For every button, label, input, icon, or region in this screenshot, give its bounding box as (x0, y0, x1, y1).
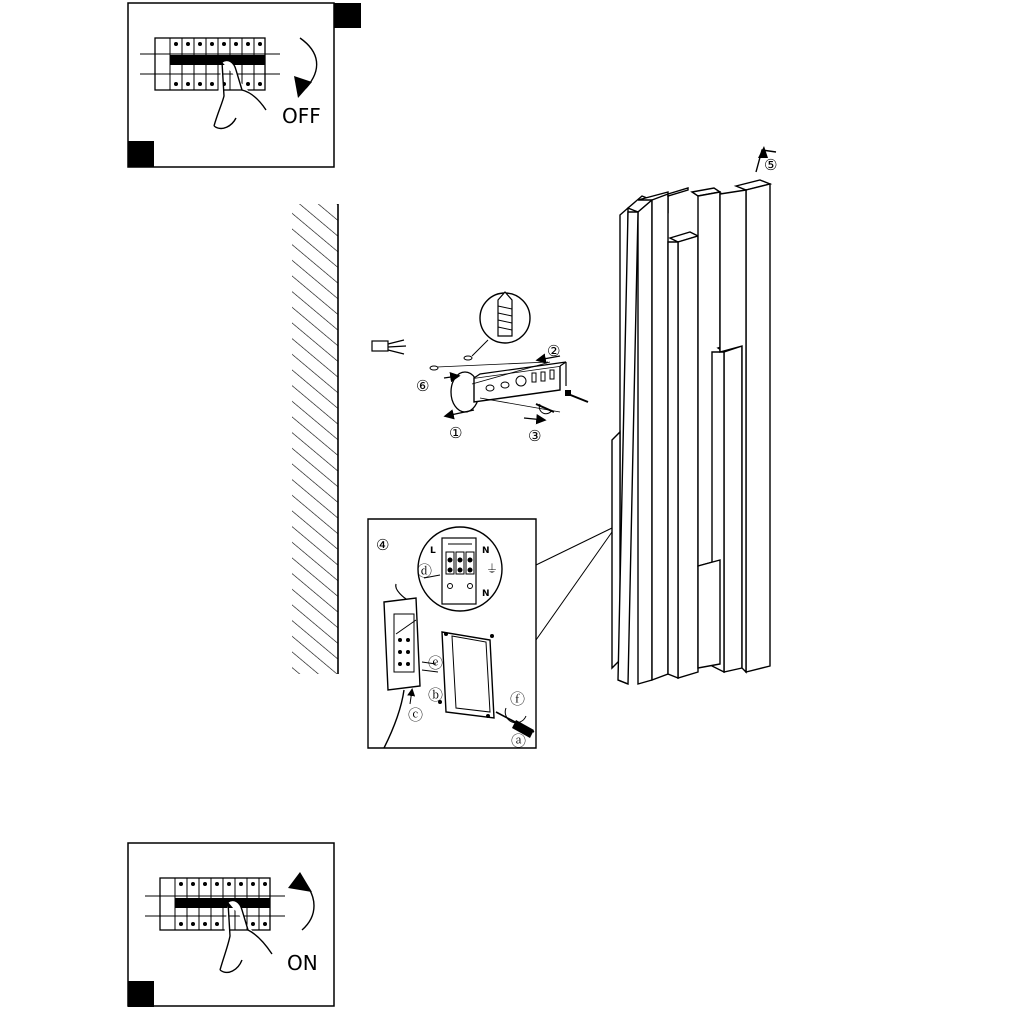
step-1-label: ① (449, 424, 463, 442)
breaker-switch-icon (145, 878, 285, 930)
off-breaker-panel (128, 3, 361, 167)
earth-terminal-label: ⏚ (486, 562, 499, 576)
part-a-label: ⓐ (511, 732, 527, 750)
part-e-label: ⓔ (428, 654, 444, 672)
step-3-label: ③ (528, 427, 542, 445)
wall-plug-icon (472, 292, 530, 356)
part-d-label: ⓓ (417, 562, 433, 580)
step-5-label: ⑤ (764, 156, 778, 174)
step-4-label: ④ (376, 536, 390, 554)
arrow-icon (524, 418, 544, 420)
bracket-plate (474, 362, 566, 402)
wall-lamp-body (612, 180, 770, 684)
step-2-label: ② (547, 342, 561, 360)
terminal-live-label: L (430, 546, 436, 556)
terminal-block-zoom (417, 527, 502, 611)
terminal-neutral-label-2: N (482, 589, 490, 599)
breaker-switch-icon (140, 38, 280, 90)
cable-icon (372, 340, 406, 354)
mounting-bracket-assembly (372, 292, 588, 445)
wiring-detail-panel (368, 519, 536, 750)
on-breaker-panel (128, 843, 334, 1007)
part-f-label: ⓕ (510, 690, 526, 708)
terminal-neutral-label: N (482, 546, 490, 556)
step-5-indicator (756, 146, 777, 174)
wall-section (292, 204, 338, 674)
screw-icon (536, 404, 554, 414)
on-label: ON (287, 951, 318, 975)
part-b-label: ⓑ (428, 686, 444, 704)
junction-box-cover (438, 632, 494, 718)
part-c-label: ⓒ (408, 706, 424, 724)
off-label: OFF (282, 104, 321, 128)
screw-icon (565, 390, 588, 402)
step-6-label: ⑥ (416, 377, 430, 395)
